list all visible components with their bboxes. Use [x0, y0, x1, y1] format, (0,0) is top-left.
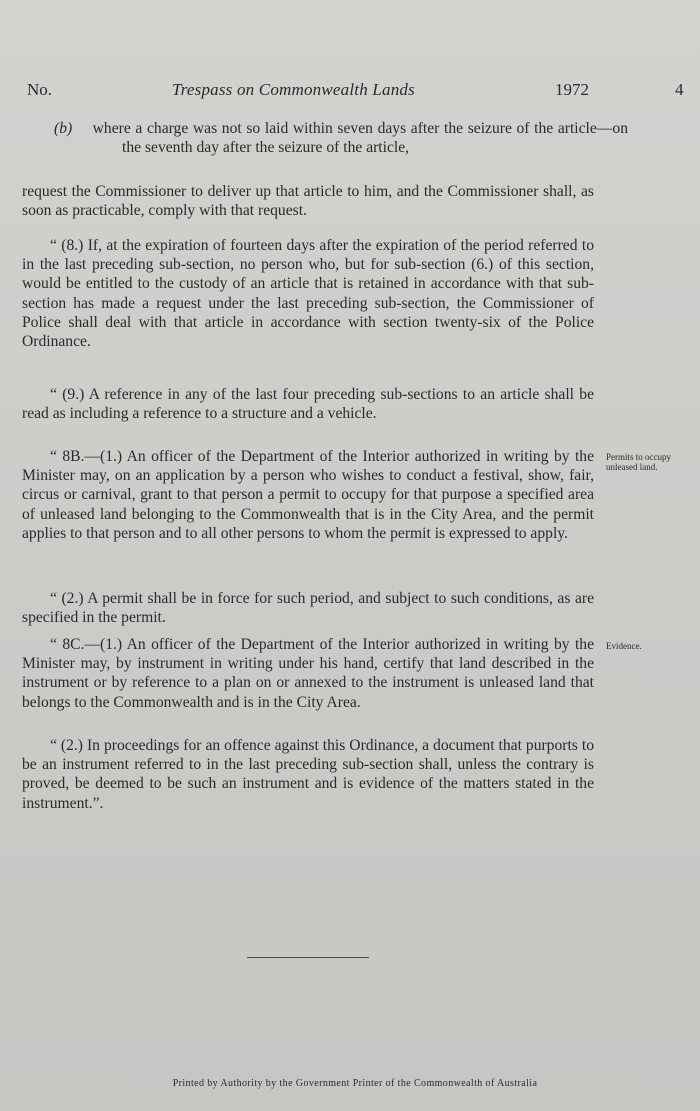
request-paragraph: request the Commissioner to deliver up that article to him, and the Commissioner shall, as soon as practicable, comply with that request. — [22, 183, 594, 220]
section-8c-subsection-2: “ (2.) In proceedings for an offence against this Ordinance, a document that purports to be an instrument referred to in the last preceding sub-section shall, unless the contrary is proved, be deemed to be such an instrument and is evidence of the matters stated in the instrument.”. — [22, 737, 594, 812]
section-8b-subsection-1: “ 8B.—(1.) An officer of the Department of the Interior authorized in writing by the Minister may, on an application by a person who wishes to conduct a festival, show, fair, circus or carnival, grant to that person a permit to occupy for that purpose a specified area of unleased land belonging to the Commonwealth that is in the City Area, and the permit applies to that person and to all other persons to whom the permit is expressed to apply. — [22, 448, 594, 542]
end-rule — [247, 957, 369, 958]
header-page-number: 4 — [675, 80, 684, 99]
printer-footer: Printed by Authority by the Government Printer of the Commonwealth of Australia — [172, 1078, 538, 1089]
header-year: 1972 — [555, 80, 589, 99]
section-8b-subsection-2: “ (2.) A permit shall be in force for such period, and subject to such conditions, as are specified in the permit. — [22, 590, 594, 627]
paragraph-b: (b) where a charge was not so laid within seven days after the seizure of the article—on the seventh day after the seizure of the article, — [54, 120, 628, 157]
subsection-8: “ (8.) If, at the expiration of fourteen days after the expiration of the period referred to in the last preceding sub-section, no person who, but for sub-section (6.) of this section, would be entitled to the custody of an article that is retained in accordance with that sub-section has made a request under the last preceding sub-section, the Commissioner of Police shall deal with that article in accordance with section twenty-six of the Police Ordinance. — [22, 237, 594, 351]
paragraph-b-text: where a charge was not so laid within seven days after the seizure of the article—on the seventh day after the seizure of the article, — [92, 120, 628, 157]
subsection-9: “ (9.) A reference in any of the last four preceding sub-sections to an article shall be read as including a reference to a structure and a vehicle. — [22, 386, 594, 423]
margin-note-evidence: Evidence. — [606, 641, 642, 651]
header-number-label: No. — [27, 80, 53, 99]
header-title: Trespass on Commonwealth Lands — [172, 80, 415, 99]
section-8c-subsection-1: “ 8C.—(1.) An officer of the Department of the Interior authorized in writing by the Minister may, by instrument in writing under his hand, certify that land described in the instrument or by reference to a plan on or annexed to the instrument is unleased land that belongs to the Commonwealth and is in the City Area. — [22, 636, 594, 711]
margin-note-permits: Permits to occupy unleased land. — [606, 452, 671, 472]
